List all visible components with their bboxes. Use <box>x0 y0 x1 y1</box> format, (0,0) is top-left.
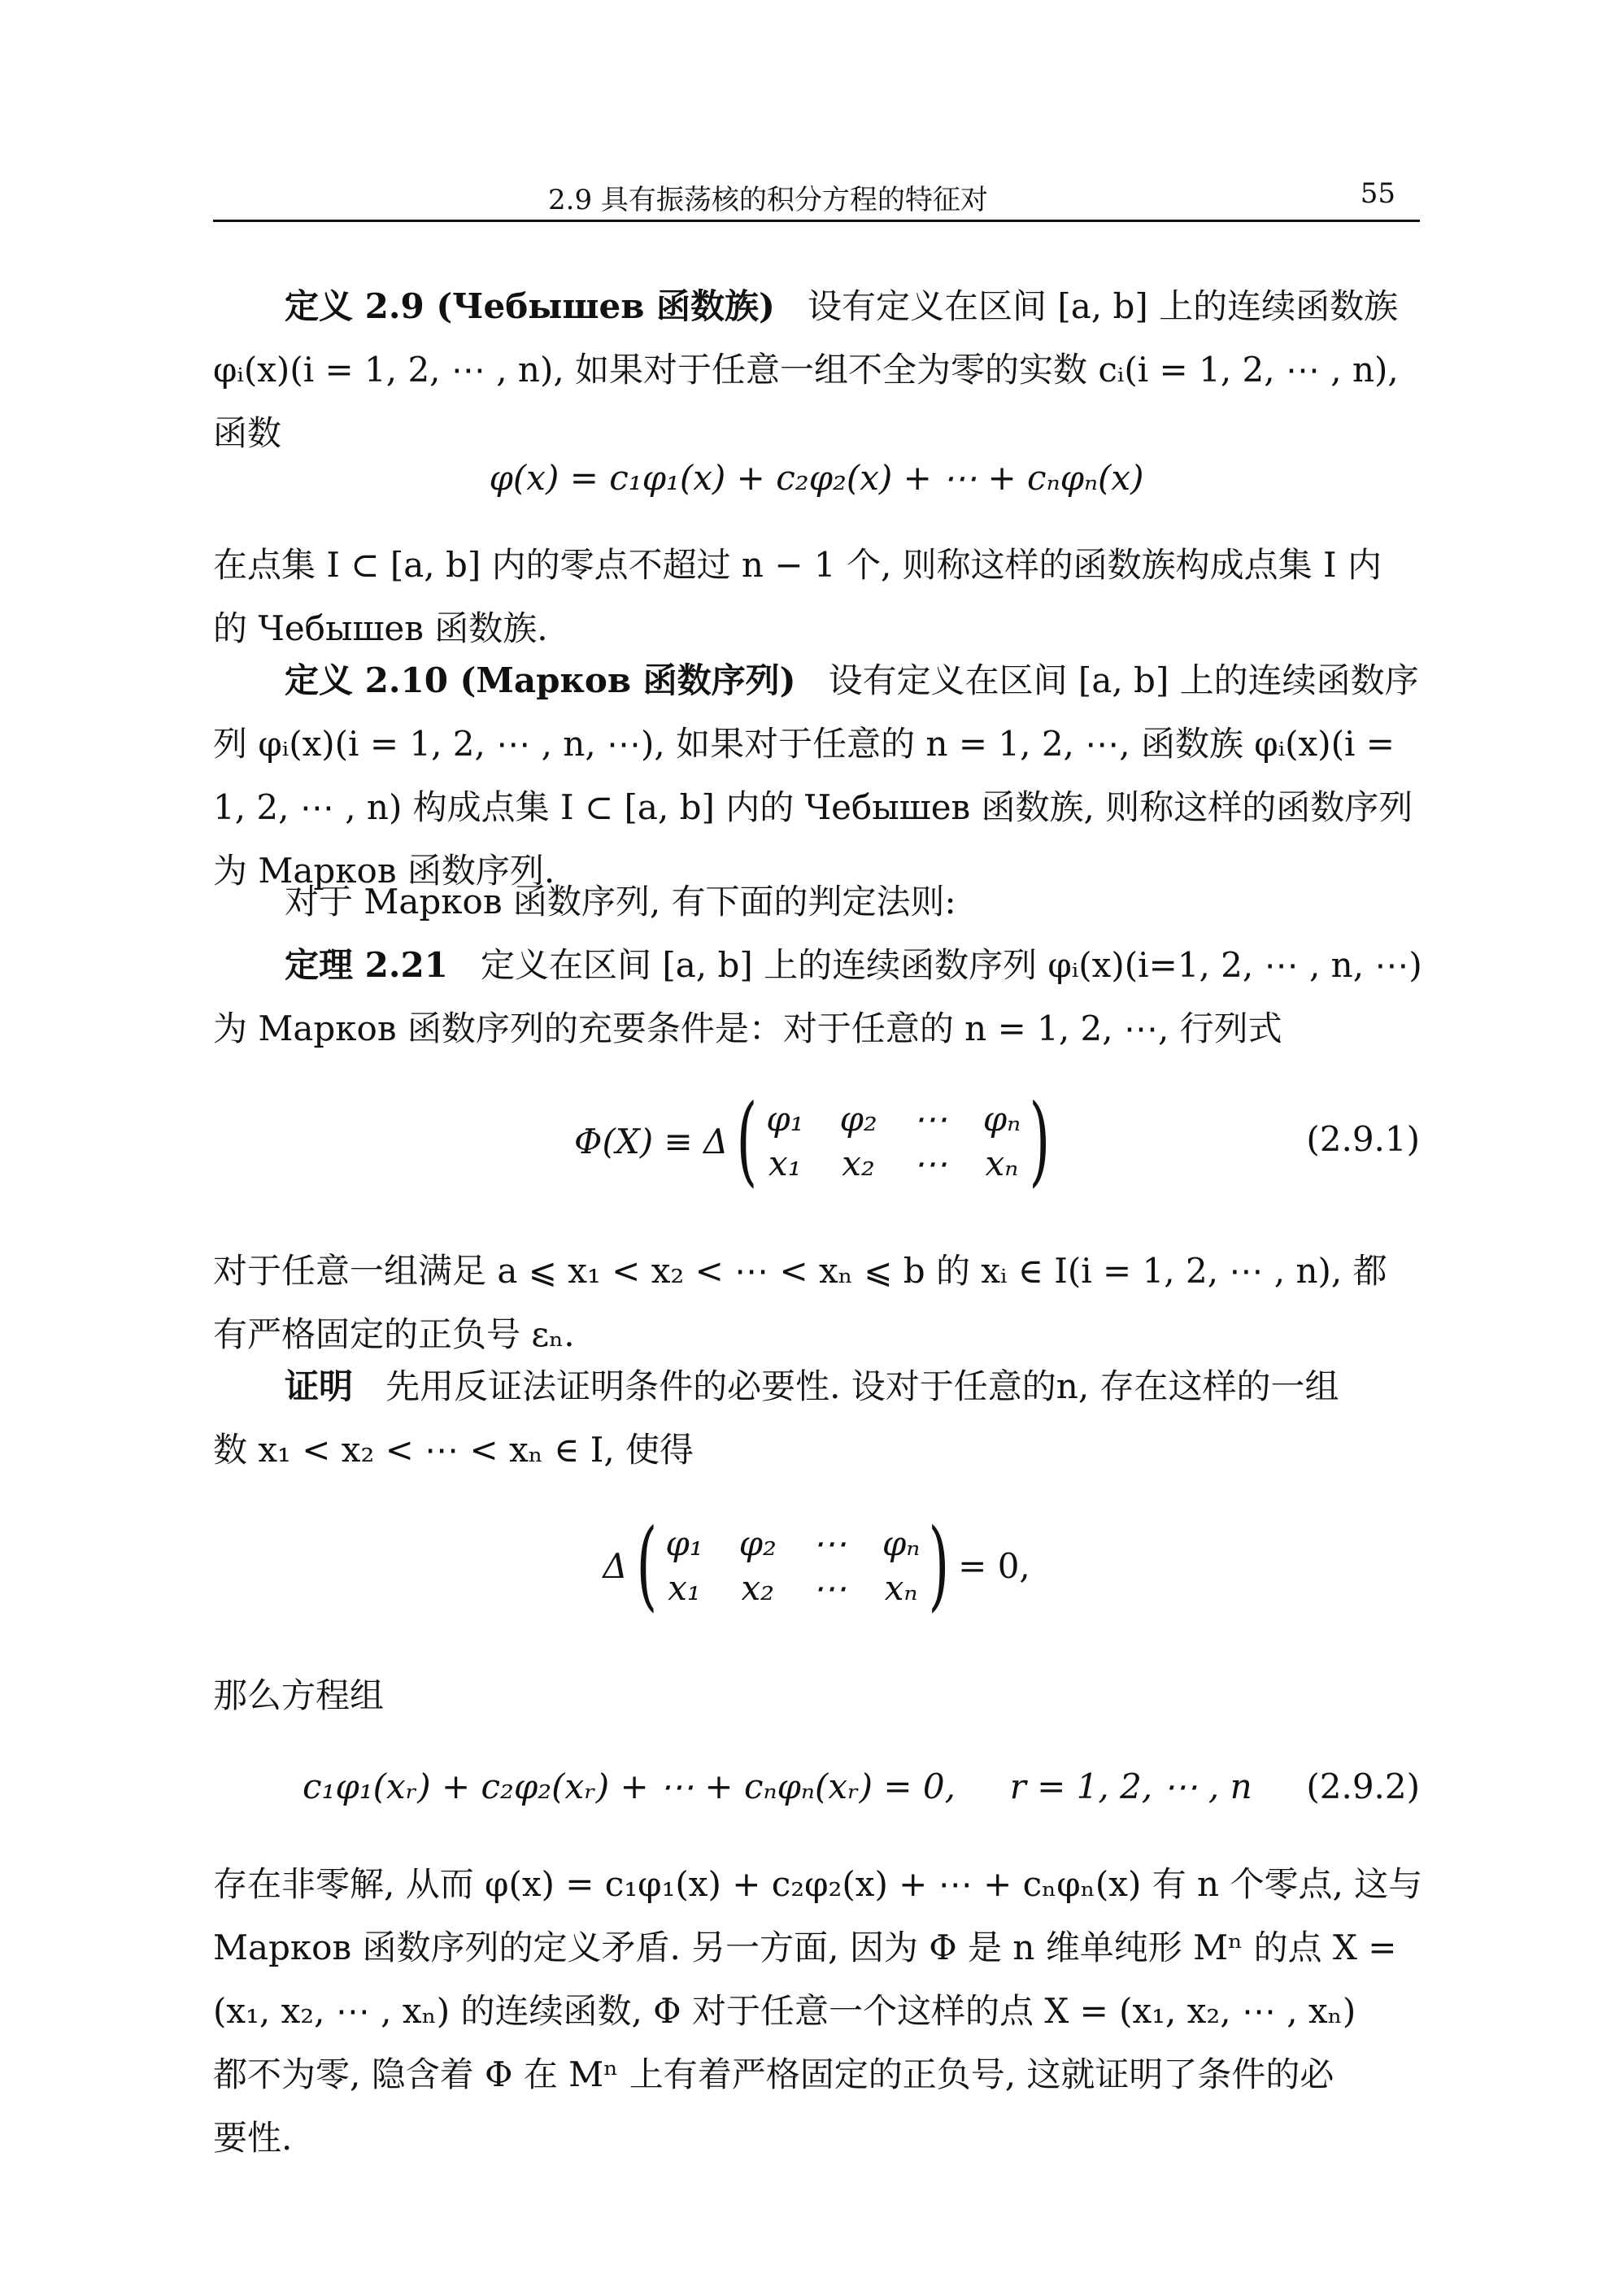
paragraph-line: 都不为零, 隐含着 Φ 在 Mⁿ 上有着严格固定的正负号, 这就证明了条件的必 <box>213 2054 1334 2094</box>
matrix-cell: x₂ <box>842 1144 875 1183</box>
matrix-cell: ⋯ <box>812 1523 847 1563</box>
theorem-line <box>213 934 1420 997</box>
theorem-2-21 <box>213 934 1420 1061</box>
definition-line <box>213 649 1420 712</box>
proof-text: 先用反证法证明条件的必要性. 设对于任意的n, 存在这样的一组 <box>385 1366 1339 1406</box>
paragraph-line: 存在非零解, 从而 φ(x) = c₁φ₁(x) + c₂φ₂(x) + ⋯ + cₙφₙ(x) 有 n 个零点, 这与 <box>213 1864 1423 1904</box>
equation-body <box>213 1497 1420 1635</box>
paragraph-final <box>213 1853 1423 2170</box>
matrix <box>728 1084 1059 1197</box>
equation-number: (2.9.2) <box>1306 1767 1420 1806</box>
definition-line <box>213 275 1420 338</box>
matrix-cell: xₙ <box>985 1144 1019 1183</box>
equation-phi <box>213 458 1420 507</box>
paragraph-line: 有严格固定的正负号 εₙ. <box>213 1314 575 1354</box>
left-paren: ( <box>736 1084 758 1197</box>
definition-text: 设有定义在区间 [a, b] 上的连续函数族 <box>807 286 1399 326</box>
matrix-grid <box>766 1099 1021 1183</box>
right-paren: ) <box>1029 1084 1051 1197</box>
matrix-cell: x₂ <box>741 1568 775 1608</box>
matrix-cell: φ₂ <box>839 1099 877 1139</box>
equation-body <box>213 1072 1420 1210</box>
proof-label: 证明 <box>285 1366 354 1406</box>
equation-delta-zero <box>213 1497 1420 1635</box>
paragraph-line: 对于 Марков 函数序列, 有下面的判定法则: <box>285 882 956 921</box>
matrix-grid <box>665 1523 920 1608</box>
definition-text: 设有定义在区间 [a, b] 上的连续函数序 <box>828 660 1419 700</box>
left-paren: ( <box>636 1509 657 1622</box>
paragraph-line: 对于任意一组满足 a ⩽ x₁ < x₂ < ⋯ < xₙ ⩽ b 的 xᵢ ∈ I(i = 1, 2, ⋯ , n), 都 <box>213 1251 1387 1291</box>
section-title: 2.9 具有振荡核的积分方程的特征对 <box>548 184 988 216</box>
equation-lhs: Φ(X) ≡ Δ <box>574 1121 729 1161</box>
matrix-cell: ⋯ <box>812 1568 847 1608</box>
matrix-cell: ⋯ <box>912 1144 947 1183</box>
definition-label: 定义 2.9 (Чебышев 函数族) <box>285 286 775 326</box>
definition-line: 1, 2, ⋯ , n) 构成点集 I ⊂ [a, b] 内的 Чебышев 函数族, 则称这样的函数序列 <box>213 787 1413 827</box>
right-paren: ) <box>928 1509 950 1622</box>
matrix-cell: φ₁ <box>766 1099 804 1139</box>
paragraph-line: 要性. <box>213 2118 293 2158</box>
paragraph-chebyshev <box>213 534 1420 660</box>
definition-2-10 <box>213 649 1420 903</box>
proof-line <box>213 1355 1420 1418</box>
matrix-cell: x₁ <box>768 1144 802 1183</box>
paragraph-line: (x₁, x₂, ⋯ , xₙ) 的连续函数, Φ 对于任意一个这样的点 X = (x₁, x₂, ⋯ , xₙ) <box>213 1991 1356 2031</box>
paragraph-sign <box>213 1239 1420 1366</box>
definition-label: 定义 2.10 (Марков 函数序列) <box>285 660 796 700</box>
paragraph-line: 那么方程组 <box>213 1675 385 1715</box>
matrix-cell: φₙ <box>982 1099 1021 1139</box>
running-header <box>213 171 1420 222</box>
theorem-line: 为 Марков 函数序列的充要条件是：对于任意的 n = 1, 2, ⋯, 行列式 <box>213 1009 1282 1048</box>
paragraph-line: 在点集 I ⊂ [a, b] 内的零点不超过 n − 1 个, 则称这样的函数族构成点集 I 内 <box>213 545 1382 585</box>
matrix <box>628 1509 959 1622</box>
equation-2-9-1 <box>213 1072 1420 1210</box>
equation-number: (2.9.1) <box>1306 1119 1420 1159</box>
equation-body: φ(x) = c₁φ₁(x) + c₂φ₂(x) + ⋯ + cₙφₙ(x) <box>489 458 1144 498</box>
matrix-cell: xₙ <box>884 1568 918 1608</box>
equation-lhs: Δ <box>603 1545 628 1586</box>
definition-2-9 <box>213 275 1420 465</box>
matrix-cell: ⋯ <box>912 1099 947 1139</box>
equation-2-9-2 <box>213 1763 1420 1820</box>
matrix-cell: φ₂ <box>738 1523 777 1563</box>
page-number: 55 <box>1360 177 1395 210</box>
definition-line: 列 φᵢ(x)(i = 1, 2, ⋯ , n, ⋯), 如果对于任意的 n = 1, 2, ⋯, 函数族 φᵢ(x)(i = <box>213 724 1395 764</box>
definition-line: 为 Марков 函数序列. <box>213 851 555 891</box>
matrix-cell: φ₁ <box>665 1523 703 1563</box>
paragraph-system-intro <box>213 1664 1420 1727</box>
equation-rhs: = 0, <box>958 1545 1030 1586</box>
theorem-label: 定理 2.21 <box>285 945 448 985</box>
definition-line: 函数 <box>213 413 282 453</box>
theorem-text: 定义在区间 [a, b] 上的连续函数序列 φᵢ(x)(i=1, 2, ⋯ , n, ⋯) <box>480 945 1422 985</box>
proof <box>213 1355 1420 1482</box>
matrix-cell: x₁ <box>668 1568 701 1608</box>
equation-body: c₁φ₁(xᵣ) + c₂φ₂(xᵣ) + ⋯ + cₙφₙ(xᵣ) = 0, r = 1, 2, ⋯ , n <box>303 1767 1252 1806</box>
paragraph-criterion-intro <box>213 870 1420 934</box>
paragraph-line: 的 Чебышев 函数族. <box>213 608 548 648</box>
matrix-cell: φₙ <box>882 1523 921 1563</box>
definition-line: φᵢ(x)(i = 1, 2, ⋯ , n), 如果对于任意一组不全为零的实数 cᵢ(i = 1, 2, ⋯ , n), <box>213 350 1399 390</box>
paragraph-line: Марков 函数序列的定义矛盾. 另一方面, 因为 Φ 是 n 维单纯形 Mⁿ 的点 X = <box>213 1928 1397 1967</box>
proof-line: 数 x₁ < x₂ < ⋯ < xₙ ∈ I, 使得 <box>213 1430 694 1470</box>
